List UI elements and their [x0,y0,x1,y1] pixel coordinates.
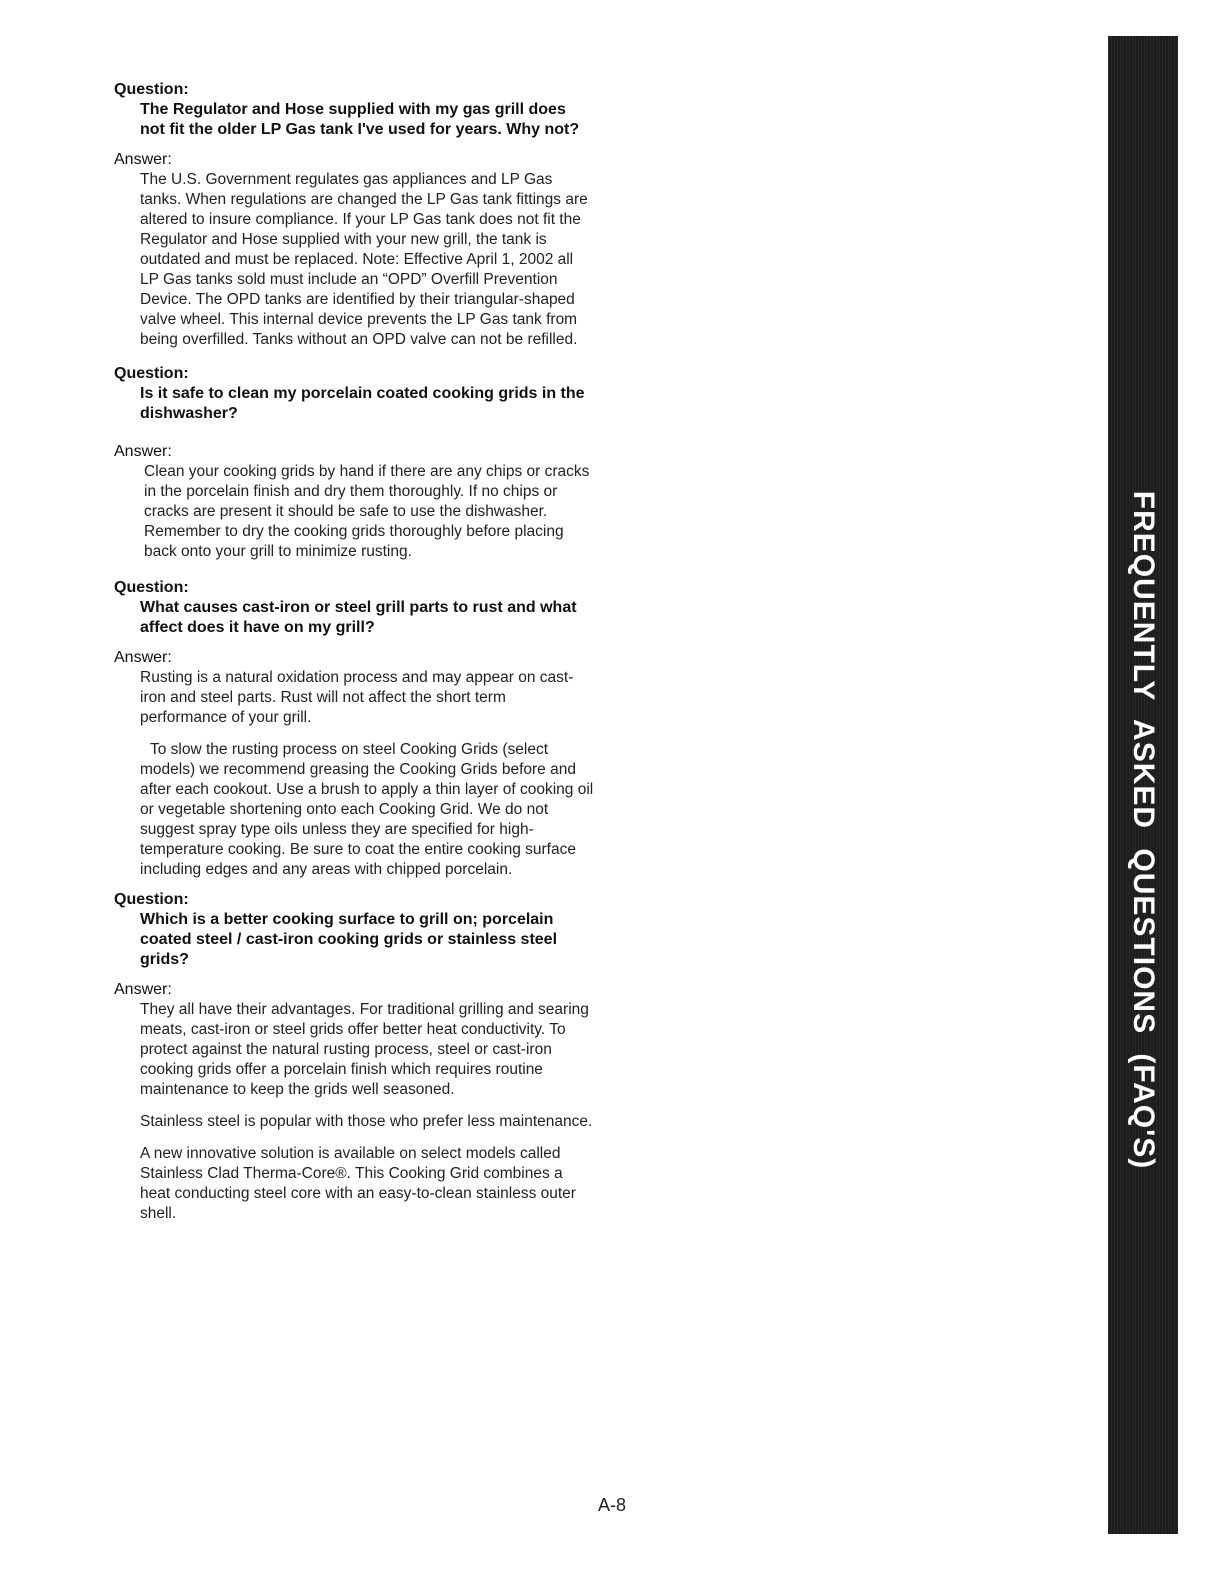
question-text: Which is a better cooking surface to grill on; porcelain coated steel / cast-iron cooking grids or stainless steel grids? [140,911,558,968]
answer-paragraph: To slow the rusting process on steel Cooking Grids (select models) we recommend greasing the Cooking Grids before and after each cookout. Use a brush to apply a thin layer of cooking oil or vegetable shortening onto each Cooking Grid. We do not suggest spray type oils unless they are specified for high-temperature cooking. Be sure to coat the entire cooking surface including edges and any areas with chipped porcelain. [140,741,594,878]
answer-label: Answer: [114,443,172,460]
answer-block [140,668,594,880]
answer-block [140,170,594,350]
section-side-tab [1108,36,1178,1534]
section-side-tab-title: FREQUENTLY ASKED QUESTIONS (FAQ'S) [1127,490,1160,1170]
answer-label: Answer: [114,151,172,168]
answer-block [140,1000,594,1224]
faq-item-4 [114,890,594,1224]
answer-label: Answer: [114,981,172,998]
question-label: Question: [114,365,189,382]
answer-block [144,462,594,562]
answer-paragraph: Stainless steel is popular with those who prefer less maintenance. [140,1113,593,1130]
question-label: Question: [114,891,189,908]
question-label: Question: [114,81,189,98]
answer-paragraph: Clean your cooking grids by hand if there are any chips or cracks in the porcelain finish and dry them thoroughly. If no chips or cracks are present it should be safe to use the dishwasher. Remember to dry the cooking grids thoroughly before placing back onto your grill to minimize rusting. [144,463,590,560]
answer-paragraph: Rusting is a natural oxidation process and may appear on cast-iron and steel parts. Rust will not affect the short term performance of your grill. [140,669,574,726]
answer-paragraph: The U.S. Government regulates gas appliances and LP Gas tanks. When regulations are changed the LP Gas tank fittings are altered to insure compliance. If your LP Gas tank does not fit the Regulator and Hose supplied with your new grill, the tank is outdated and must be replaced. Note: Effective April 1, 2002 all LP Gas tanks sold must include an “OPD” Overfill Prevention Device. The OPD tanks are identified by their triangular-shaped valve wheel. This internal device prevents the LP Gas tank from being overfilled. Tanks without an OPD valve can not be refilled. [140,171,588,348]
faq-item-2 [114,364,594,562]
faq-item-3 [114,578,594,880]
faq-column [114,80,594,1232]
page-number: A-8 [597,1495,626,1515]
question-label: Question: [114,579,189,596]
question-text: What causes cast-iron or steel grill parts to rust and what affect does it have on my grill? [140,599,577,636]
faq-item-1 [114,80,594,350]
question-text: The Regulator and Hose supplied with my gas grill does not fit the older LP Gas tank I've used for years. Why not? [140,101,580,138]
answer-label: Answer: [114,649,172,666]
answer-paragraph: They all have their advantages. For traditional grilling and searing meats, cast-iron or steel grids offer better heat conductivity. To protect against the natural rusting process, steel or cast-iron cooking grids offer a porcelain finish which requires routine maintenance to keep the grids well seasoned. [140,1001,589,1098]
answer-paragraph: A new innovative solution is available on select models called Stainless Clad Therma-Core®. This Cooking Grid combines a heat conducting steel core with an easy-to-clean stainless outer shell. [140,1145,576,1222]
question-text: Is it safe to clean my porcelain coated cooking grids in the dishwasher? [140,385,585,422]
